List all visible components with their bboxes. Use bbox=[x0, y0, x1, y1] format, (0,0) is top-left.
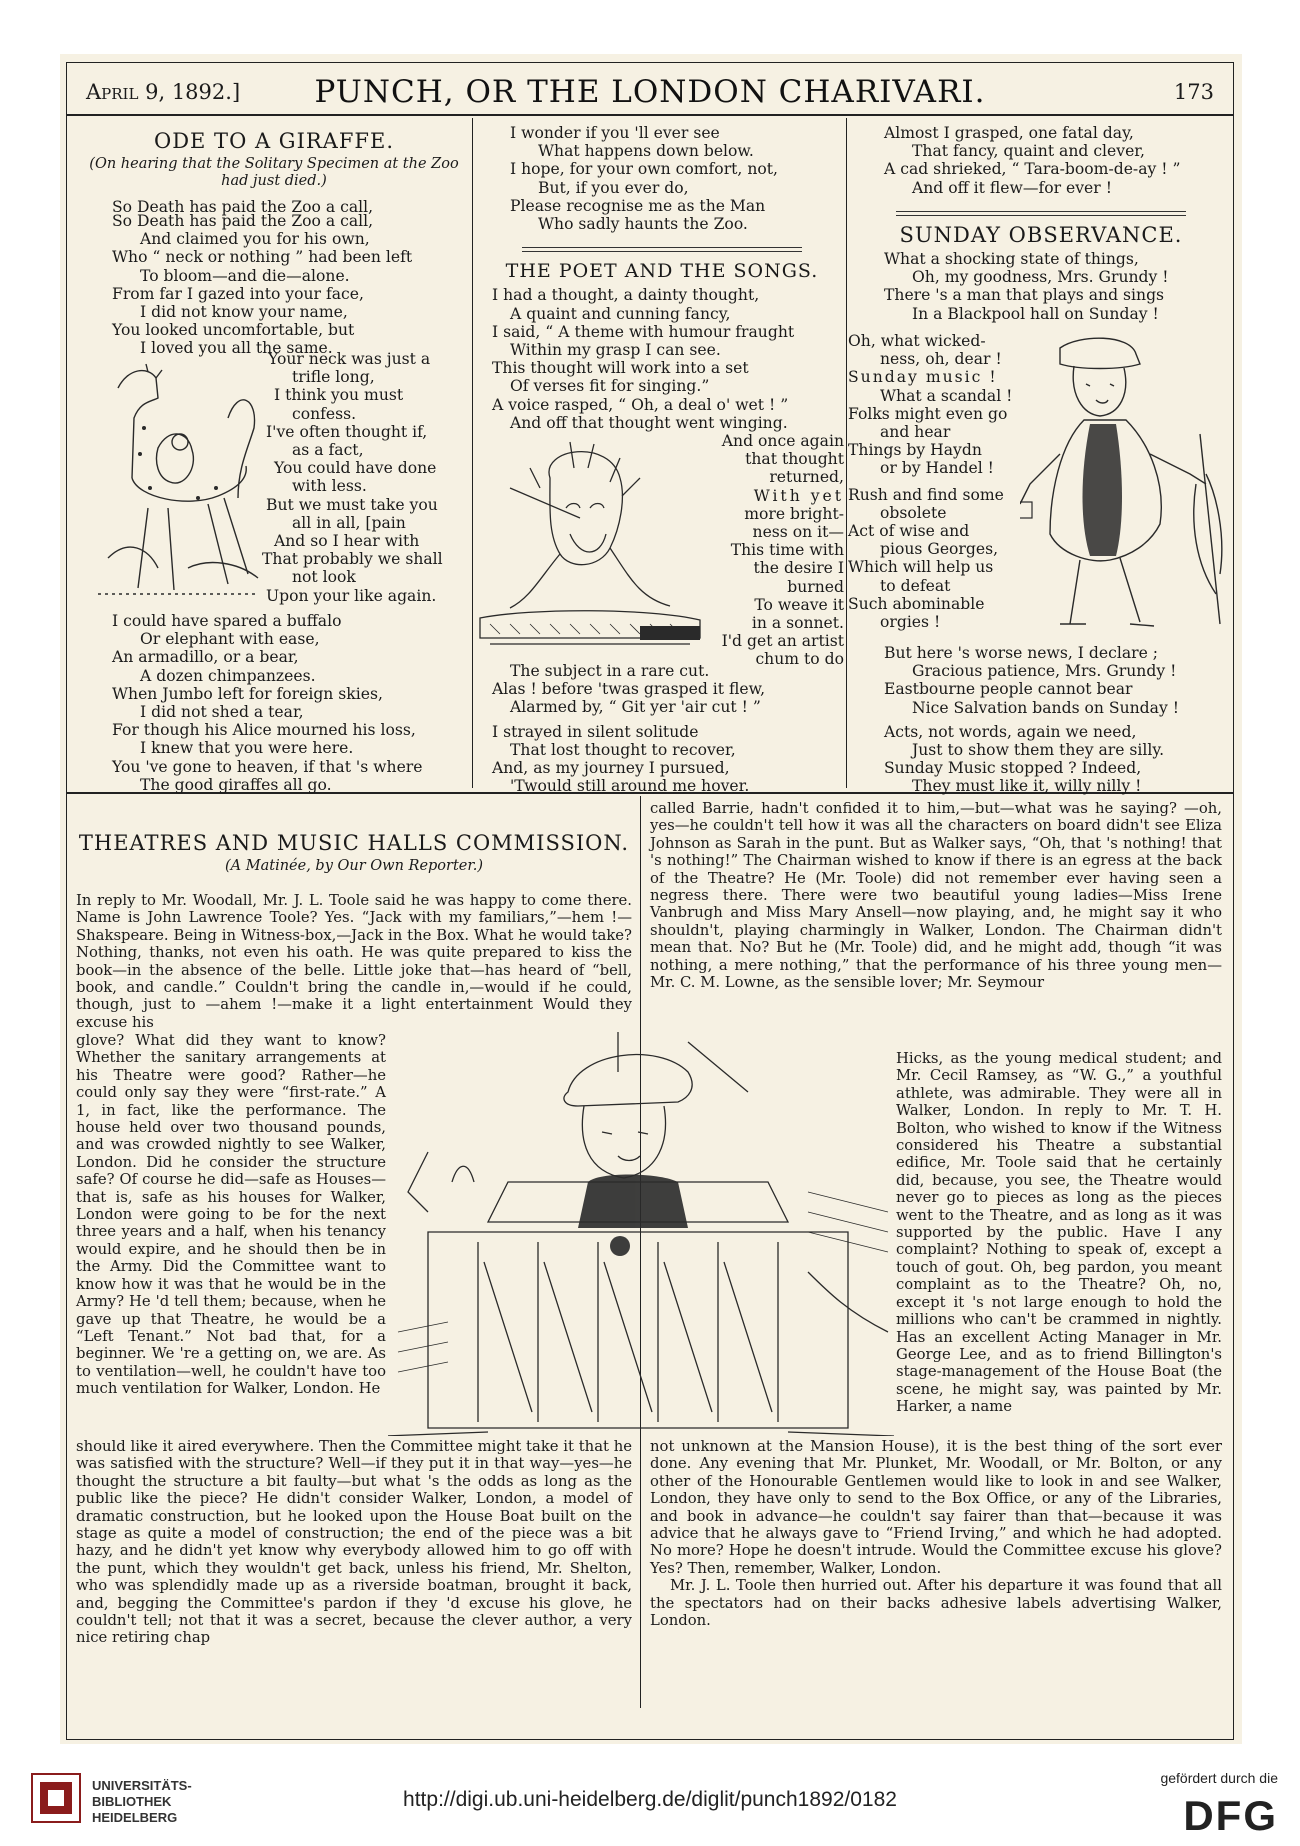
toole-illustration bbox=[388, 1032, 894, 1436]
poem-line: A dozen chimpanzees. bbox=[140, 666, 316, 685]
poet-illustration bbox=[470, 438, 710, 658]
footer-bar bbox=[0, 1760, 1300, 1846]
theatres-para-top: In reply to Mr. Woodall, Mr. J. L. Toole said he was happy to come there. Name is John Lawrence Toole? Yes. “Jack with my familiars,”—hem !—Shakspeare. Being in Witness-box,—Jack in the Box. What he would take? Nothing, thanks, not even his oath. He was quite prepared to kiss the book—in the absence of the belle. Little joke that—has heard of “bell, book, and candle.” Couldn't bring the candle in,—would if he could, though, just to —ahem !—make it a light entertainment Would they excuse his bbox=[76, 892, 632, 1031]
poem-line: You 've gone to heaven, if that 's where bbox=[112, 757, 423, 776]
theatres-title: THEATRES AND MUSIC HALLS COMMISSION. bbox=[78, 831, 630, 855]
poem-line: That lost thought to recover, bbox=[510, 740, 736, 759]
poem-line: burned bbox=[787, 577, 844, 596]
poem-line: more bright- bbox=[744, 504, 844, 523]
poem-line: I think you must bbox=[274, 386, 404, 405]
running-header bbox=[72, 72, 1228, 112]
poet-side-stanza bbox=[712, 432, 844, 669]
ode-poem: ODE TO A GIRAFFE. (On hearing that the Solitary Specimen at the Zoo had just died.) So Death has paid the Zoo a call, bbox=[84, 128, 464, 216]
poem-line: Act of wise and bbox=[848, 522, 970, 541]
poem-line: Oh, my goodness, Mrs. Grundy ! bbox=[912, 268, 1169, 287]
poem-line: A voice rasped, “ Oh, a deal o' wet ! ” bbox=[492, 395, 789, 414]
poem-line: Who sadly haunts the Zoo. bbox=[538, 215, 748, 234]
poem-line: That probably we shall bbox=[262, 550, 443, 569]
poem-line: Please recognise me as the Man bbox=[510, 196, 766, 215]
poem-line: From far I gazed into your face, bbox=[112, 284, 364, 303]
theatres-para-narrow: glove? What did they want to know? Whether the sanitary arrangements at his Theatre were good? Rather—he could only say they were “first-rate.” A 1, in fact, like the performance. The house held over two thousand pounds, and was crowded nightly to see Walker, London. Did he consider the structure safe? Of course he did—safe as Houses—that is, safe as his houses for Walker, London were going to be for the next three years and a half, when his tenancy would expire, and he should then be in the Army. Did the Committee want to know how it was that he would be in the Army? He 'd tell them; because, when he gave up that Theatre, he would be a “Left Tenant.” Not bad that, for a beginner. We 're a getting on, we are. As to ventilation—well, he couldn't have too much ventilation for Walker, London. He bbox=[76, 1032, 386, 1398]
poem-line: Sunday Music stopped ? Indeed, bbox=[884, 759, 1142, 778]
library-name-line: UNIVERSITÄTS- bbox=[92, 1778, 192, 1793]
ode-stanza-2 bbox=[262, 350, 462, 605]
poem-line: Such abominable bbox=[848, 594, 985, 613]
poet-continued bbox=[856, 124, 1226, 323]
poem-line: But we must take you bbox=[266, 495, 438, 514]
poem-line: Alarmed by, “ Git yer 'air cut ! ” bbox=[510, 698, 761, 717]
poem-line: Which will help us bbox=[848, 558, 994, 577]
poem-line: What happens down below. bbox=[538, 142, 754, 161]
poem-line: This time with bbox=[730, 541, 844, 560]
poem-line: That fancy, quaint and clever, bbox=[912, 142, 1145, 161]
poet-stanza-b bbox=[482, 662, 842, 795]
poem-line: So Death has paid the Zoo a call, bbox=[112, 212, 374, 230]
poem-line: returned, bbox=[769, 468, 844, 487]
poem-line: I'd get an artist bbox=[721, 632, 844, 651]
poem-line: I knew that you were here. bbox=[140, 739, 354, 758]
source-url-link[interactable]: http://digi.ub.uni-heidelberg.de/diglit/punch1892/0182 bbox=[403, 1788, 897, 1811]
column-divider bbox=[846, 118, 847, 788]
masthead-title: PUNCH, OR THE LONDON CHARIVARI. bbox=[314, 74, 986, 110]
poem-line: that thought bbox=[745, 450, 844, 469]
poem-line: I hope, for your own comfort, not, bbox=[510, 160, 778, 179]
poem-line: ness, oh, dear ! bbox=[880, 350, 1002, 369]
ode-stanza-3 bbox=[84, 612, 464, 794]
sunday-stanza-b bbox=[856, 644, 1226, 796]
sunday-side-stanza bbox=[848, 332, 1016, 631]
poem-line: But here 's worse news, I declare ; bbox=[884, 644, 1159, 662]
poet-title: THE POET AND THE SONGS. bbox=[505, 260, 819, 283]
poem-line: chum to do bbox=[755, 650, 844, 669]
poem-line: To weave it bbox=[754, 595, 844, 614]
poem-line: And so I hear with bbox=[274, 532, 420, 551]
page-number: 173 bbox=[1173, 80, 1214, 104]
poem-line: They must like it, willy nilly ! bbox=[912, 777, 1142, 796]
poem-line: Who “ neck or nothing ” had been left bbox=[112, 248, 413, 267]
poem-line: Alas ! before 'twas grasped it flew, bbox=[492, 680, 766, 699]
poem-line: And once again bbox=[721, 432, 844, 450]
theatres-heading bbox=[76, 830, 632, 883]
poem-line: 'Twould still around me hover. bbox=[510, 777, 750, 796]
poem-line: and hear bbox=[880, 423, 951, 442]
ode-stanza-1 bbox=[84, 212, 464, 358]
issue-date: April 9, 1892.] bbox=[86, 80, 241, 104]
poem-line: trifle long, bbox=[292, 368, 375, 387]
poem-line: I loved you all the same. bbox=[140, 339, 333, 358]
poem-line: Your neck was just a bbox=[268, 350, 431, 368]
poem-line: This thought will work into a set bbox=[492, 359, 749, 378]
double-rule bbox=[522, 247, 802, 252]
poem-line: obsolete bbox=[880, 503, 947, 522]
poem-line: You could have done bbox=[274, 459, 437, 478]
dfg-logo: DFG bbox=[1183, 1792, 1278, 1839]
poem-line: ness on it— bbox=[752, 523, 844, 542]
sunday-title: SUNDAY OBSERVANCE. bbox=[899, 222, 1183, 247]
poem-line: I had a thought, a dainty thought, bbox=[492, 286, 760, 305]
poem-line: And, as my journey I pursued, bbox=[492, 759, 730, 778]
poem-line: I could have spared a buffalo bbox=[112, 612, 342, 630]
poem-line: But, if you ever do, bbox=[538, 178, 689, 197]
poem-line: or by Handel ! bbox=[880, 459, 994, 478]
poem-line: Things by Haydn bbox=[848, 441, 982, 460]
poem-line: with less. bbox=[292, 477, 367, 496]
poem-line: Folks might even go bbox=[848, 404, 1008, 423]
poem-line: There 's a man that plays and sings bbox=[884, 286, 1165, 305]
poem-line: not look bbox=[292, 568, 356, 587]
poem-line: Sunday music ! bbox=[848, 368, 998, 387]
poem-line: confess. bbox=[292, 404, 357, 423]
poem-line: I wonder if you 'll ever see bbox=[510, 124, 720, 142]
poem-line: Within my grasp I can see. bbox=[510, 341, 721, 360]
poem-line: For though his Alice mourned his loss, bbox=[112, 721, 416, 740]
poem-line: Eastbourne people cannot bear bbox=[884, 680, 1133, 699]
poem-line: I did not know your name, bbox=[140, 303, 348, 322]
poem-line: And claimed you for his own, bbox=[140, 230, 370, 249]
library-name-line: HEIDELBERG bbox=[92, 1810, 178, 1825]
poem-line: To bloom—and die—alone. bbox=[140, 266, 350, 285]
poem-line: Upon your like again. bbox=[266, 586, 437, 605]
poem-line: I said, “ A theme with humour fraught bbox=[492, 322, 795, 341]
poem-line: as a fact, bbox=[292, 441, 364, 460]
theatres-right-bottom-text: not unknown at the Mansion House), it is the best thing of the sort ever done. Any evening that Mr. Plunket, Mr. Woodall, or Mr. Bolton, or any other of the Honourable Gentlemen would like to look in and see Walker, London, they have only to send to the Box Office, or any of the Libraries, and book in advance—he couldn't say fairer than that—because it was advice that he always gave to “Friend Irving,” and which he had adopted. No more? Hope he doesn't intrude. Would the Committee excuse his glove? Yes? Then, remember, Walker, London. bbox=[650, 1438, 1222, 1577]
theatres-right-narrow: Hicks, as the young medical student; and Mr. Cecil Ramsey, as “W. G.,” a youthful athlete, was admirable. They were all in Walker, London. In reply to Mr. T. H. Bolton, who wished to know if the Witness considered his Theatre a substantial edifice, Mr. Toole said that he certainly did, because, you see, the Theatre would never go to pieces as long as the pieces went to the Theatre, and as long as it was supported by the public. Have I any complaint? Nothing to speak of, except a touch of gout. Oh, beg pardon, you meant complaint as to the Theatre? Oh, no, except it 's not large enough to hold the millions who can't be crammed in nightly. Has an excellent Acting Manager in Mr. George Lee, and as to friend Billington's stage-management of the House Boat (the scene, he might say, was painted by Mr. Harker, a name bbox=[896, 1050, 1222, 1416]
theatres-right-top: called Barrie, hadn't confided it to him,—but—what was he saying? —oh, yes—he couldn't tell how it was all the characters on board didn't see Eliza Johnson as Sarah in the punt. But as Walker says, “Oh, that 's nothing! that 's nothing!” The Chairman wished to know if there is an egress at the back of the Theatre? He (Mr. Toole) did not remember ever having seen a negress there. There were two beautiful young ladies—Miss Irene Vanbrugh and Miss Mary Ansell—now playing, and, he might say it who shouldn't, playing charmingly in Walker, London. The Chairman didn't mean that. No? But he (Mr. Toole) did, and he might add, though “it was nothing, a mere nothing,” that the performance of his three young men—Mr. C. M. Lowne, as the sensible lover; Mr. Seymour bbox=[650, 800, 1222, 992]
poem-line: A quaint and cunning fancy, bbox=[510, 304, 731, 323]
giraffe-illustration bbox=[88, 358, 264, 600]
poem-line: to defeat bbox=[880, 576, 951, 595]
clergyman-illustration bbox=[1020, 334, 1226, 634]
header-rule bbox=[66, 114, 1234, 116]
poem-line: What a shocking state of things, bbox=[884, 250, 1139, 269]
poem-line: And off it flew—for ever ! bbox=[912, 178, 1112, 197]
poem-line: in a sonnet. bbox=[751, 614, 844, 633]
poem-line: You looked uncomfortable, but bbox=[112, 321, 355, 340]
ode-continued bbox=[482, 124, 842, 432]
funded-by-label: gefördert durch die bbox=[1160, 1770, 1278, 1786]
poem-line: the desire I bbox=[753, 559, 844, 578]
poem-line: Just to show them they are silly. bbox=[912, 741, 1165, 760]
poem-line: I've often thought if, bbox=[266, 422, 428, 441]
poem-line: I strayed in silent solitude bbox=[492, 722, 699, 741]
theatres-right-last: Mr. J. L. Toole then hurried out. After his departure it was found that all the spectators had on their backs adhesive labels advertising Walker, London. bbox=[650, 1577, 1222, 1630]
poem-line: I did not shed a tear, bbox=[140, 703, 304, 722]
poem-line: With yet bbox=[753, 486, 844, 505]
poem-line: Nice Salvation bands on Sunday ! bbox=[912, 698, 1179, 717]
poem-line: Rush and find some bbox=[848, 485, 1004, 504]
theatres-right-bottom bbox=[650, 1438, 1222, 1629]
poem-line: A cad shrieked, “ Tara-boom-de-ay ! ” bbox=[884, 160, 1181, 179]
poem-line: orgies ! bbox=[880, 613, 941, 632]
poem-line: Acts, not words, again we need, bbox=[884, 722, 1137, 741]
theatres-subtitle: (A Matinée, by Our Own Reporter.) bbox=[225, 858, 483, 875]
ode-title: ODE TO A GIRAFFE. bbox=[154, 129, 394, 153]
poem-line: Almost I grasped, one fatal day, bbox=[884, 124, 1134, 142]
poem-line: pious Georges, bbox=[880, 540, 999, 559]
poem-line: Of verses fit for singing.” bbox=[510, 377, 710, 396]
poem-line: What a scandal ! bbox=[880, 386, 1013, 405]
poem-line: Or elephant with ease, bbox=[140, 630, 320, 649]
poem-line: all in all, [pain bbox=[292, 513, 406, 532]
poem-line: An armadillo, or a bear, bbox=[112, 648, 299, 667]
poem-line: The subject in a rare cut. bbox=[510, 662, 710, 680]
poem-line: When Jumbo left for foreign skies, bbox=[112, 684, 383, 703]
poem-line: Gracious patience, Mrs. Grundy ! bbox=[912, 662, 1177, 681]
library-name-line: BIBLIOTHEK bbox=[92, 1794, 172, 1809]
poem-line: And off that thought went winging. bbox=[510, 413, 788, 432]
poem-line: The good giraffes all go. bbox=[140, 775, 332, 794]
poem-line: In a Blackpool hall on Sunday ! bbox=[912, 304, 1159, 323]
ode-subtitle: (On hearing that the Solitary Specimen at the Zoo had just died.) bbox=[89, 156, 459, 190]
theatres-para-bottom: should like it aired everywhere. Then the Committee might take it that he was satisfied with the structure? Well—if they put it in that way—yes—he thought the structure a bit faulty—but what 's the odds as long as the public like the piece? He didn't consider Walker, London, a model of dramatic construction, but he looked upon the House Boat built on the stage as quite a model of construction; the end of the piece was a bit hazy, and he didn't yet know why everybody allowed him to go off with the punt, which they wouldn't get back, unless his friend, Mr. Shelton, who was splendidly made up as a riverside boatman, brought it back, and, begging the Committee's pardon if they 'd excuse his glove, he couldn't tell; not that it was a secret, because the clever author, a very nice retiring chap bbox=[76, 1438, 632, 1647]
poem-line: Oh, what wicked- bbox=[848, 332, 986, 350]
double-rule bbox=[896, 211, 1186, 216]
